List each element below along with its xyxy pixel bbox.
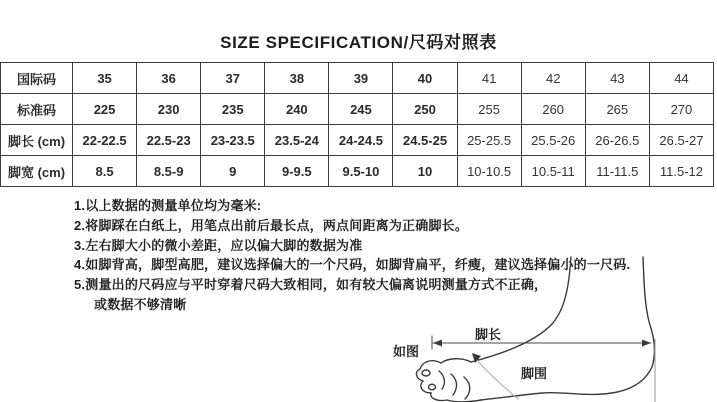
left-arrowhead-icon xyxy=(433,340,442,347)
cell: 23-23.5 xyxy=(201,125,265,156)
cell: 10-10.5 xyxy=(457,156,521,187)
as-shown-label: 如图 xyxy=(393,344,420,359)
note-line: 4.如脚背高，脚型高肥，建议选择偏大的一个尺码，如脚背扁平，纤瘦，建议选择偏小的一尺码. xyxy=(74,257,631,273)
cell: 44 xyxy=(649,63,713,94)
note-line: 2.将脚踩在白纸上，用笔点出前后最长点，两点间距离为正确脚长。 xyxy=(74,217,469,233)
toe-separator xyxy=(451,374,457,395)
cell: 24.5-25 xyxy=(393,125,457,156)
cell: 35 xyxy=(73,63,137,94)
cell: 270 xyxy=(649,94,713,125)
cell: 26.5-27 xyxy=(649,125,713,156)
cell: 230 xyxy=(137,94,201,125)
cell: 255 xyxy=(457,94,521,125)
toe-separator xyxy=(439,371,444,389)
foot-length-label: 脚长 xyxy=(475,327,502,342)
cell: 42 xyxy=(521,63,585,94)
cell: 23.5-24 xyxy=(265,125,329,156)
toenail xyxy=(429,384,436,390)
cell: 260 xyxy=(521,94,585,125)
note-line: 3.左右脚大小的微小差距，应以偏大脚的数据为准 xyxy=(74,237,363,253)
cell: 25-25.5 xyxy=(457,125,521,156)
cell: 9-9.5 xyxy=(265,156,329,187)
table-row-intl-size xyxy=(1,63,714,94)
cell: 250 xyxy=(393,94,457,125)
cell: 43 xyxy=(585,63,649,94)
cell: 24-24.5 xyxy=(329,125,393,156)
cell: 38 xyxy=(265,63,329,94)
cell: 22.5-23 xyxy=(137,125,201,156)
cell: 245 xyxy=(329,94,393,125)
cell: 9.5-10 xyxy=(329,156,393,187)
cell: 240 xyxy=(265,94,329,125)
toe-separator xyxy=(464,377,470,399)
cell: 265 xyxy=(585,94,649,125)
row-label: 脚宽 (cm) xyxy=(1,156,73,187)
cell: 41 xyxy=(457,63,521,94)
foot-outline-heel-sole xyxy=(481,257,654,400)
cell: 8.5-9 xyxy=(137,156,201,187)
cell: 11.5-12 xyxy=(649,156,713,187)
foot-girth-arc xyxy=(476,359,518,399)
cell: 39 xyxy=(329,63,393,94)
size-chart-table xyxy=(0,62,714,187)
cell: 11-11.5 xyxy=(585,156,649,187)
table-row-standard-size xyxy=(1,94,714,125)
cell: 40 xyxy=(393,63,457,94)
cell: 9 xyxy=(201,156,265,187)
cell: 225 xyxy=(73,94,137,125)
table-row-foot-width xyxy=(1,156,714,187)
foot-toes-outline xyxy=(416,359,481,402)
page-title: SIZE SPECIFICATION/尺码对照表 xyxy=(220,33,497,52)
toenail xyxy=(422,370,430,376)
row-label: 脚长 (cm) xyxy=(1,125,73,156)
row-label: 标准码 xyxy=(1,94,73,125)
foot-girth-label: 脚围 xyxy=(521,366,548,381)
note-line: 或数据不够清晰 xyxy=(94,296,187,312)
cell: 8.5 xyxy=(73,156,137,187)
cell: 22-22.5 xyxy=(73,125,137,156)
cell: 25.5-26 xyxy=(521,125,585,156)
cell: 37 xyxy=(201,63,265,94)
cell: 235 xyxy=(201,94,265,125)
right-arrowhead-icon xyxy=(642,340,651,347)
note-line: 5.测量出的尺码应与平时穿着尺码大致相同，如有较大偏离说明测量方式不正确， xyxy=(74,277,548,293)
cell: 36 xyxy=(137,63,201,94)
row-label: 国际码 xyxy=(1,63,73,94)
foot-measurement-diagram xyxy=(385,245,717,402)
cell: 10 xyxy=(393,156,457,187)
cell: 10.5-11 xyxy=(521,156,585,187)
table-row-foot-length xyxy=(1,125,714,156)
note-line: 1.以上数据的测量单位均为毫米: xyxy=(74,198,262,213)
cell: 26-26.5 xyxy=(585,125,649,156)
foot-outline-instep xyxy=(471,257,571,362)
